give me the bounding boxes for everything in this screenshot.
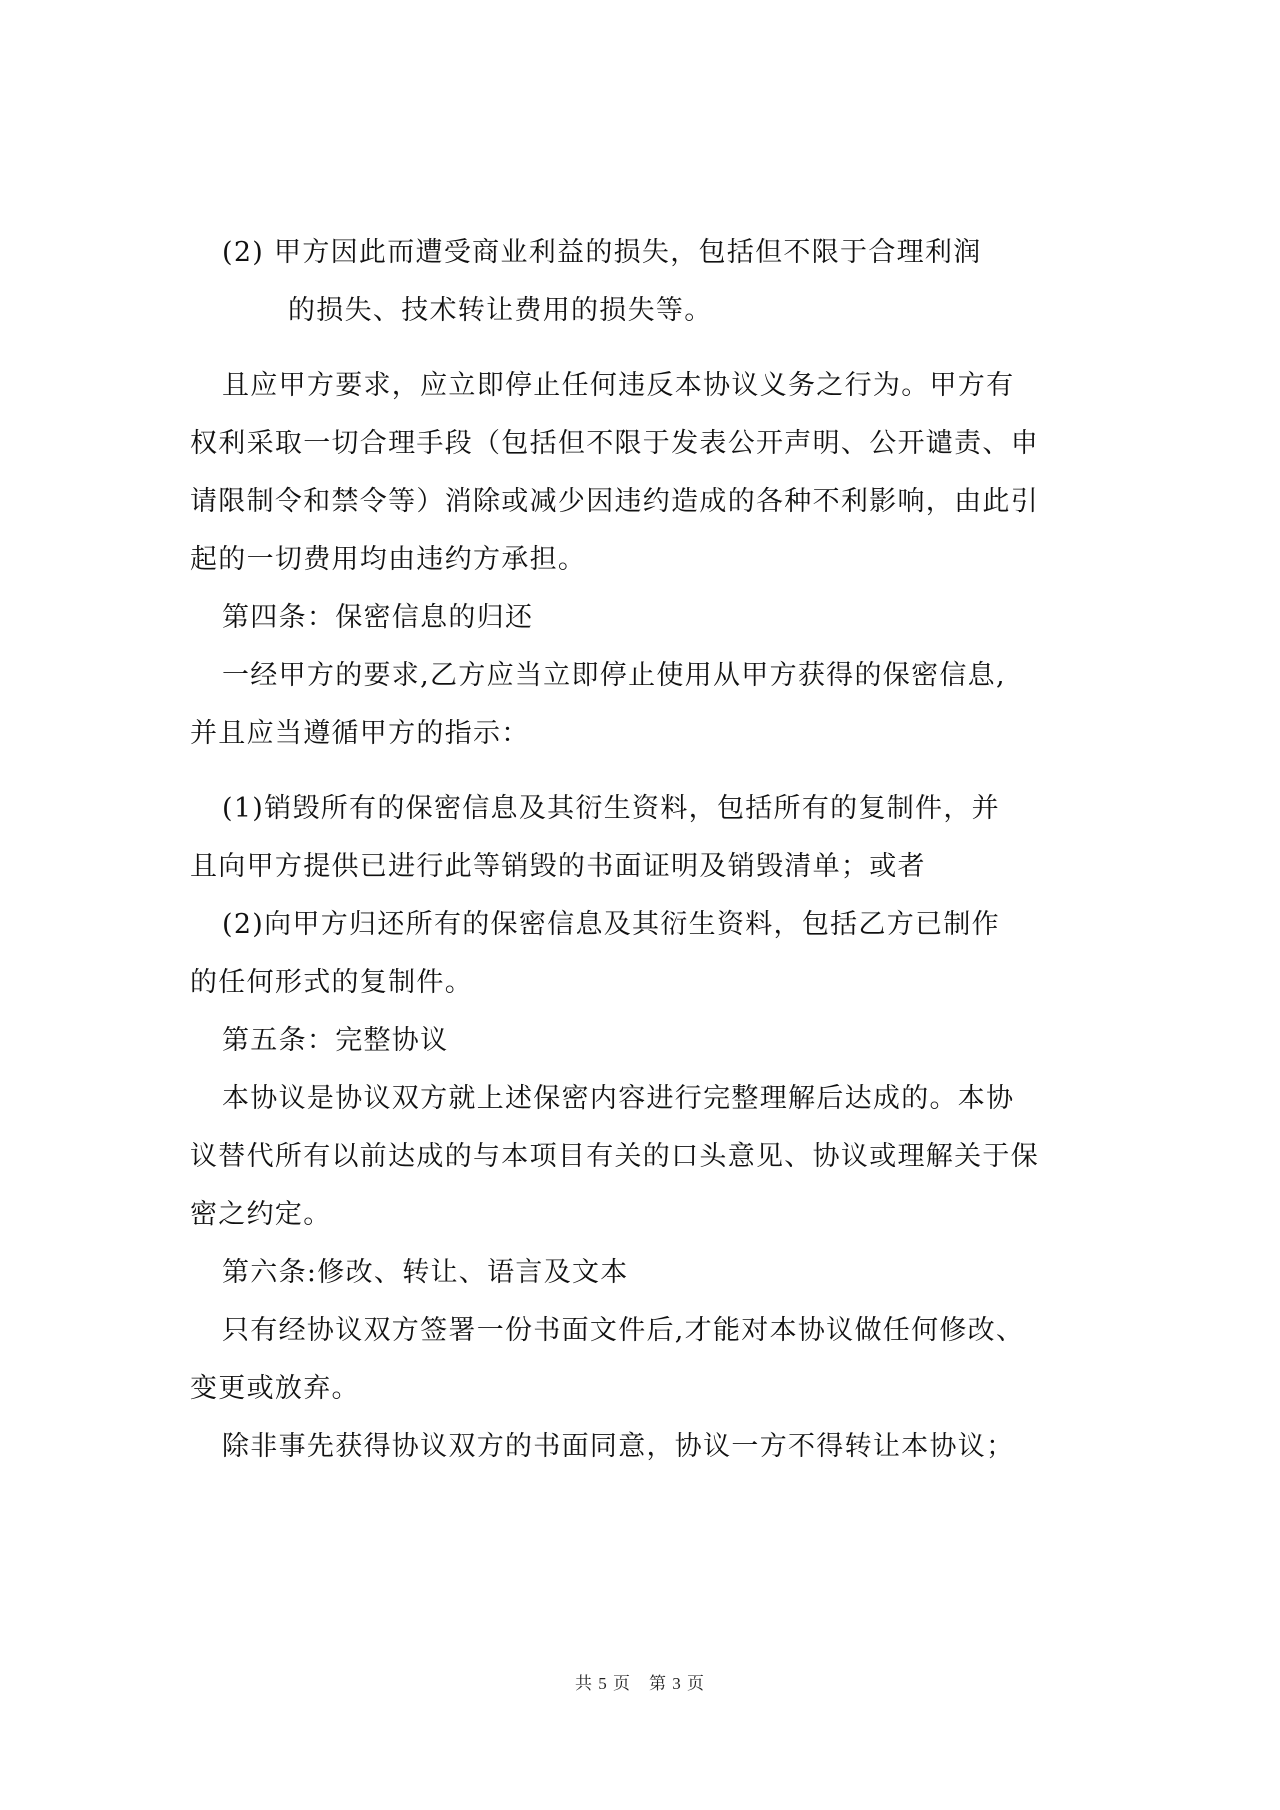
total-pages-label: 共 5 页 [575, 1674, 631, 1693]
page-footer [0, 1669, 1280, 1694]
damages-item-2-line-1: (2) 甲方因此而遭受商业利益的损失，包括但不限于合理利润 [222, 237, 982, 268]
remedy-paragraph-line-3: 请限制令和禁令等）消除或减少因违约造成的各种不利影响，由此引 [190, 486, 1039, 517]
article-6-paragraph-1-line-2: 变更或放弃。 [190, 1373, 360, 1404]
article-6-heading: 第六条:修改、转让、语言及文本 [222, 1257, 629, 1288]
damages-item-2-line-2: 的损失、技术转让费用的损失等。 [288, 295, 713, 326]
remedy-paragraph-line-2: 权利采取一切合理手段（包括但不限于发表公开声明、公开谴责、申 [190, 428, 1039, 459]
article-4-paragraph-line-1: 一经甲方的要求,乙方应当立即停止使用从甲方获得的保密信息, [222, 660, 1006, 691]
article-5-paragraph-line-2: 议替代所有以前达成的与本项目有关的口头意见、协议或理解关于保 [190, 1141, 1039, 1172]
article-4-paragraph-line-2: 并且应当遵循甲方的指示： [190, 718, 530, 749]
article-5-paragraph-line-1: 本协议是协议双方就上述保密内容进行完整理解后达成的。本协 [222, 1083, 1015, 1114]
article-4-item-1-line-2: 且向甲方提供已进行此等销毁的书面证明及销毁清单；或者 [190, 851, 926, 882]
remedy-paragraph-line-1: 且应甲方要求，应立即停止任何违反本协议义务之行为。甲方有 [222, 370, 1015, 401]
article-4-item-2-line-2: 的任何形式的复制件。 [190, 967, 473, 998]
article-4-heading: 第四条：保密信息的归还 [222, 602, 534, 633]
article-6-paragraph-2-line-1: 除非事先获得协议双方的书面同意，协议一方不得转让本协议； [222, 1431, 1015, 1462]
article-6-paragraph-1-line-1: 只有经协议双方签署一份书面文件后,才能对本协议做任何修改、 [222, 1315, 1025, 1346]
article-5-paragraph-line-3: 密之约定。 [190, 1199, 332, 1230]
article-4-item-1-line-1: (1)销毁所有的保密信息及其衍生资料，包括所有的复制件，并 [222, 793, 1000, 824]
current-page-label: 第 3 页 [649, 1674, 705, 1693]
remedy-paragraph-line-4: 起的一切费用均由违约方承担。 [190, 544, 587, 575]
article-5-heading: 第五条：完整协议 [222, 1025, 449, 1056]
article-4-item-2-line-1: (2)向甲方归还所有的保密信息及其衍生资料，包括乙方已制作 [222, 909, 1000, 940]
